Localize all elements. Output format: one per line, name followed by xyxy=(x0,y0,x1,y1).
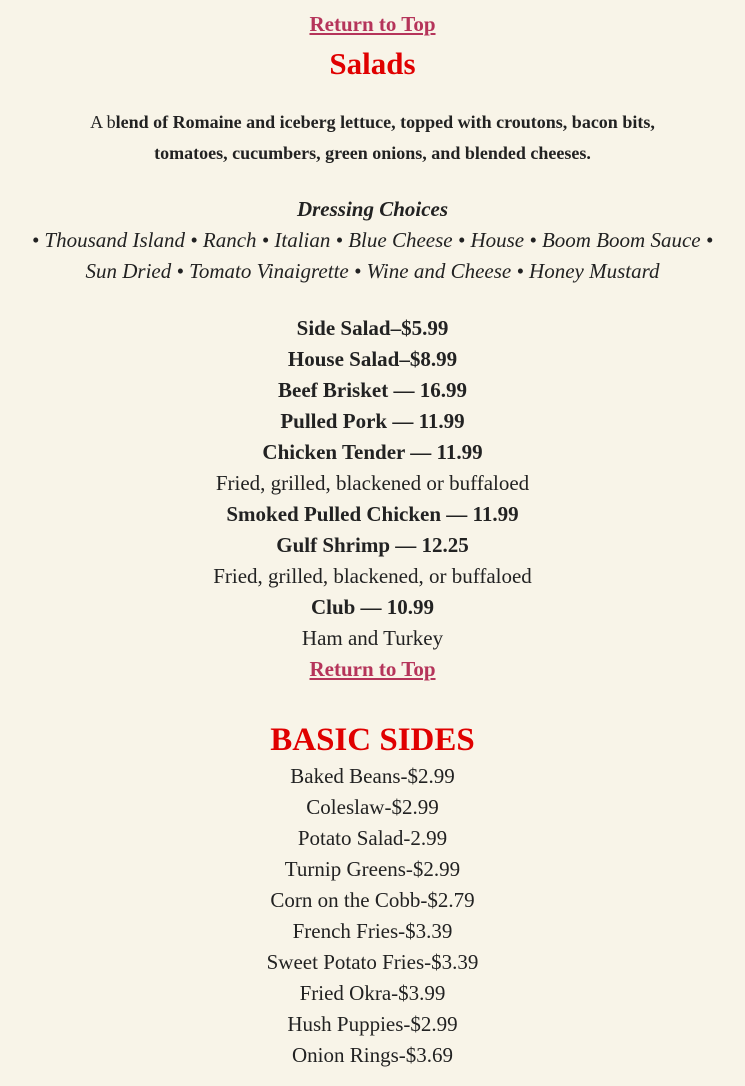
side-item: Sweet Potato Fries-$3.39 xyxy=(266,950,479,974)
menu-item: Pulled Pork — 11.99 xyxy=(280,409,465,433)
salad-description-rest: lend of Romaine and iceberg lettuce, topped with croutons, bacon bits, tomatoes, cucumbers, green onions, and blended cheeses. xyxy=(115,112,655,163)
side-item: Fried Okra-$3.99 xyxy=(299,981,446,1005)
menu-item-note: Fried, grilled, blackened, or buffaloed xyxy=(213,564,532,588)
side-item: Corn on the Cobb-$2.79 xyxy=(270,888,475,912)
return-to-top-link[interactable]: Return to Top xyxy=(309,657,436,681)
dressing-choices-list: • Thousand Island • Ranch • Italian • Blue Cheese • House • Boom Boom Sauce • Sun Dried • Tomato Vinaigrette • Wine and Cheese • Honey Mustard xyxy=(31,228,714,283)
menu-item: Beef Brisket — 16.99 xyxy=(278,378,467,402)
salad-description xyxy=(73,107,673,169)
menu-item: Side Salad–$5.99 xyxy=(296,316,449,340)
side-item: Potato Salad-2.99 xyxy=(297,826,448,850)
sides-list xyxy=(0,761,745,1071)
side-item: Turnip Greens-$2.99 xyxy=(284,857,461,881)
salad-menu-list xyxy=(0,313,745,654)
basic-sides-heading: BASIC SIDES xyxy=(270,722,475,758)
menu-item: Smoked Pulled Chicken — 11.99 xyxy=(226,502,519,526)
side-item: Hush Puppies-$2.99 xyxy=(287,1012,458,1036)
menu-item: Chicken Tender — 11.99 xyxy=(262,440,483,464)
salad-description-first: A b xyxy=(90,112,116,132)
dressing-choices-title: Dressing Choices xyxy=(296,197,449,221)
menu-item-note: Fried, grilled, blackened or buffaloed xyxy=(215,471,530,495)
salads-heading: Salads xyxy=(329,46,416,81)
menu-item: Club — 10.99 xyxy=(310,595,435,619)
side-item: Onion Rings-$3.69 xyxy=(291,1043,453,1067)
side-item: French Fries-$3.39 xyxy=(292,919,453,943)
side-item: Coleslaw-$2.99 xyxy=(306,795,439,819)
menu-item-note: Ham and Turkey xyxy=(301,626,444,650)
menu-item: Gulf Shrimp — 12.25 xyxy=(276,533,469,557)
side-item: Baked Beans-$2.99 xyxy=(290,764,455,788)
menu-item: House Salad–$8.99 xyxy=(287,347,458,371)
return-to-top-link[interactable]: Return to Top xyxy=(309,12,436,36)
